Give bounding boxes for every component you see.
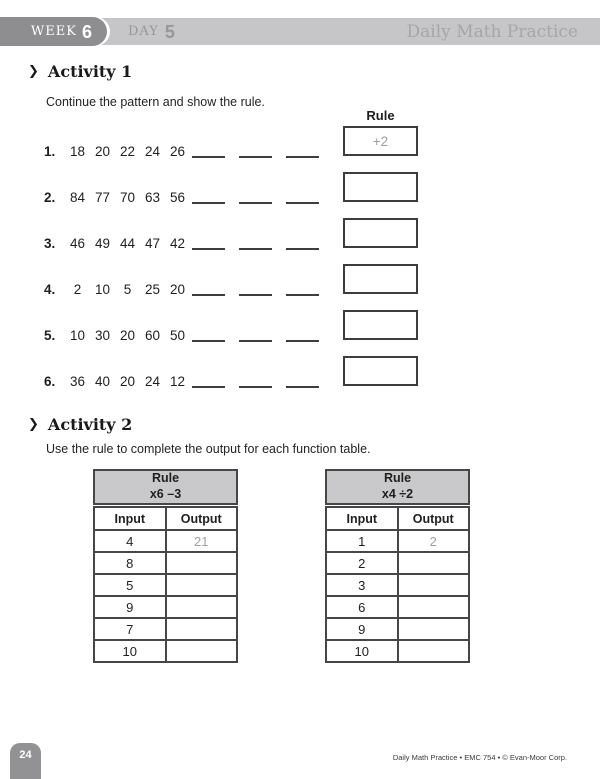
answer-blank[interactable] bbox=[239, 145, 272, 158]
week-badge bbox=[0, 17, 107, 46]
input-cell: 9 bbox=[94, 596, 166, 618]
answer-blank[interactable] bbox=[239, 283, 272, 296]
answer-blank[interactable] bbox=[192, 145, 225, 158]
table-row bbox=[326, 530, 469, 552]
sequence-value: 50 bbox=[169, 327, 186, 343]
answer-blank[interactable] bbox=[286, 283, 319, 296]
input-cell: 9 bbox=[326, 618, 398, 640]
output-cell[interactable]: 21 bbox=[166, 530, 238, 552]
output-cell[interactable] bbox=[398, 640, 470, 662]
rule-answer-box-6[interactable] bbox=[343, 356, 418, 386]
input-cell: 5 bbox=[94, 574, 166, 596]
table-row bbox=[94, 618, 237, 640]
answer-blank[interactable] bbox=[286, 145, 319, 158]
rule-answer: +2 bbox=[372, 133, 389, 149]
sequence-value: 26 bbox=[169, 143, 186, 159]
table-row bbox=[326, 574, 469, 596]
table-row bbox=[94, 530, 237, 552]
day-group bbox=[128, 18, 175, 45]
function-table-1 bbox=[93, 469, 238, 663]
input-cell: 7 bbox=[94, 618, 166, 640]
rule-text: x4 ÷2 bbox=[381, 487, 414, 501]
table-header-row bbox=[94, 507, 237, 530]
item-number: 1. bbox=[44, 143, 56, 159]
sequence-value: 5 bbox=[123, 281, 132, 297]
page-number-tab bbox=[10, 743, 41, 779]
sequence-value: 20 bbox=[119, 373, 136, 389]
answer-blank[interactable] bbox=[286, 237, 319, 250]
sequence-value: 56 bbox=[169, 189, 186, 205]
activity1-instruction: Continue the pattern and show the rule. bbox=[46, 95, 265, 109]
sequence-value: 60 bbox=[144, 327, 161, 343]
output-cell[interactable] bbox=[398, 552, 470, 574]
answer-blank[interactable] bbox=[239, 375, 272, 388]
answer-blank[interactable] bbox=[192, 283, 225, 296]
rule-answer-box-1[interactable] bbox=[343, 126, 418, 156]
table-row bbox=[326, 640, 469, 662]
rule-column-label: Rule bbox=[366, 108, 395, 123]
sequence-value: 2 bbox=[73, 281, 82, 297]
sequence-value: 12 bbox=[169, 373, 186, 389]
sequence-value: 24 bbox=[144, 373, 161, 389]
answer-blank[interactable] bbox=[239, 191, 272, 204]
output-header: Output bbox=[166, 507, 238, 530]
function-table-1-grid bbox=[93, 506, 238, 663]
table-row bbox=[94, 640, 237, 662]
input-header: Input bbox=[326, 507, 398, 530]
input-cell: 8 bbox=[94, 552, 166, 574]
sequence-value: 22 bbox=[119, 143, 136, 159]
week-number: 6 bbox=[81, 21, 92, 42]
table-row bbox=[326, 618, 469, 640]
output-cell[interactable] bbox=[166, 574, 238, 596]
item-number: 4. bbox=[44, 281, 56, 297]
sequence-value: 10 bbox=[69, 327, 86, 343]
input-cell: 10 bbox=[326, 640, 398, 662]
activity2-heading bbox=[28, 415, 132, 434]
function-table-1-rule-header bbox=[93, 469, 238, 505]
table-row bbox=[326, 596, 469, 618]
item-number: 2. bbox=[44, 189, 56, 205]
sequence-value: 18 bbox=[69, 143, 86, 159]
rule-answer-box-4[interactable] bbox=[343, 264, 418, 294]
function-table-2 bbox=[325, 469, 470, 663]
item-number: 3. bbox=[44, 235, 56, 251]
output-cell[interactable] bbox=[166, 640, 238, 662]
answer-blank[interactable] bbox=[239, 329, 272, 342]
input-header: Input bbox=[94, 507, 166, 530]
page-number: 24 bbox=[19, 749, 32, 761]
pattern-item-5 bbox=[44, 326, 319, 344]
rule-answer-box-5[interactable] bbox=[343, 310, 418, 340]
day-label: DAY bbox=[128, 24, 159, 39]
sequence-value: 20 bbox=[119, 327, 136, 343]
sequence-value: 47 bbox=[144, 235, 161, 251]
function-table-2-rule-header bbox=[325, 469, 470, 505]
pattern-item-2 bbox=[44, 188, 319, 206]
answer-blanks bbox=[192, 329, 319, 342]
answer-blank[interactable] bbox=[192, 237, 225, 250]
rule-answer-box-3[interactable] bbox=[343, 218, 418, 248]
sequence-value: 84 bbox=[69, 189, 86, 205]
answer-blank[interactable] bbox=[192, 375, 225, 388]
sequence-value: 24 bbox=[144, 143, 161, 159]
sequence-value: 77 bbox=[94, 189, 111, 205]
pattern-item-6 bbox=[44, 372, 319, 390]
activity1-title: Activity 1 bbox=[47, 62, 133, 81]
input-cell: 6 bbox=[326, 596, 398, 618]
table-row bbox=[94, 574, 237, 596]
pattern-item-1 bbox=[44, 142, 319, 160]
output-cell[interactable] bbox=[398, 574, 470, 596]
answer-blank[interactable] bbox=[286, 191, 319, 204]
output-cell[interactable]: 2 bbox=[398, 530, 470, 552]
sequence-value: 70 bbox=[119, 189, 136, 205]
book-title: Daily Math Practice bbox=[406, 21, 578, 42]
answer-blank[interactable] bbox=[286, 375, 319, 388]
activity2-title: Activity 2 bbox=[47, 415, 133, 434]
answer-blanks bbox=[192, 145, 319, 158]
answer-blanks bbox=[192, 375, 319, 388]
table-header-row bbox=[326, 507, 469, 530]
rule-answer-box-2[interactable] bbox=[343, 172, 418, 202]
sequence-value: 44 bbox=[119, 235, 136, 251]
pattern-item-3 bbox=[44, 234, 319, 252]
activity-arrow-icon: ❯ bbox=[28, 417, 39, 432]
rule-label: Rule bbox=[151, 471, 180, 486]
table-row bbox=[326, 552, 469, 574]
rule-text: x6 –3 bbox=[149, 487, 182, 501]
table-row bbox=[94, 596, 237, 618]
table-row bbox=[94, 552, 237, 574]
item-number: 5. bbox=[44, 327, 56, 343]
sequence-value: 30 bbox=[94, 327, 111, 343]
function-table-2-grid bbox=[325, 506, 470, 663]
answer-blanks bbox=[192, 237, 319, 250]
answer-blank[interactable] bbox=[239, 237, 272, 250]
output-header: Output bbox=[398, 507, 470, 530]
day-number: 5 bbox=[164, 21, 175, 42]
input-cell: 3 bbox=[326, 574, 398, 596]
sequence-value: 20 bbox=[169, 281, 186, 297]
output-cell[interactable] bbox=[166, 596, 238, 618]
output-cell[interactable] bbox=[166, 552, 238, 574]
sequence-value: 20 bbox=[94, 143, 111, 159]
sequence-value: 36 bbox=[69, 373, 86, 389]
sequence-value: 40 bbox=[94, 373, 111, 389]
input-cell: 1 bbox=[326, 530, 398, 552]
answer-blank[interactable] bbox=[192, 191, 225, 204]
input-cell: 2 bbox=[326, 552, 398, 574]
activity-arrow-icon: ❯ bbox=[28, 64, 39, 79]
output-cell[interactable] bbox=[398, 596, 470, 618]
output-cell[interactable] bbox=[398, 618, 470, 640]
footer-credit: Daily Math Practice • EMC 754 • © Evan-Moor Corp. bbox=[392, 753, 567, 762]
item-number: 6. bbox=[44, 373, 56, 389]
answer-blank[interactable] bbox=[192, 329, 225, 342]
input-cell: 4 bbox=[94, 530, 166, 552]
sequence-value: 10 bbox=[94, 281, 111, 297]
sequence-value: 46 bbox=[69, 235, 86, 251]
sequence-value: 42 bbox=[169, 235, 186, 251]
activity2-instruction: Use the rule to complete the output for each function table. bbox=[46, 442, 371, 456]
answer-blank[interactable] bbox=[286, 329, 319, 342]
output-cell[interactable] bbox=[166, 618, 238, 640]
week-label: WEEK bbox=[30, 24, 77, 39]
pattern-item-4 bbox=[44, 280, 319, 298]
answer-blanks bbox=[192, 283, 319, 296]
input-cell: 10 bbox=[94, 640, 166, 662]
activity1-heading bbox=[28, 62, 132, 81]
answer-blanks bbox=[192, 191, 319, 204]
sequence-value: 25 bbox=[144, 281, 161, 297]
header-bar bbox=[0, 18, 600, 45]
sequence-value: 63 bbox=[144, 189, 161, 205]
rule-label: Rule bbox=[383, 471, 412, 486]
sequence-value: 49 bbox=[94, 235, 111, 251]
